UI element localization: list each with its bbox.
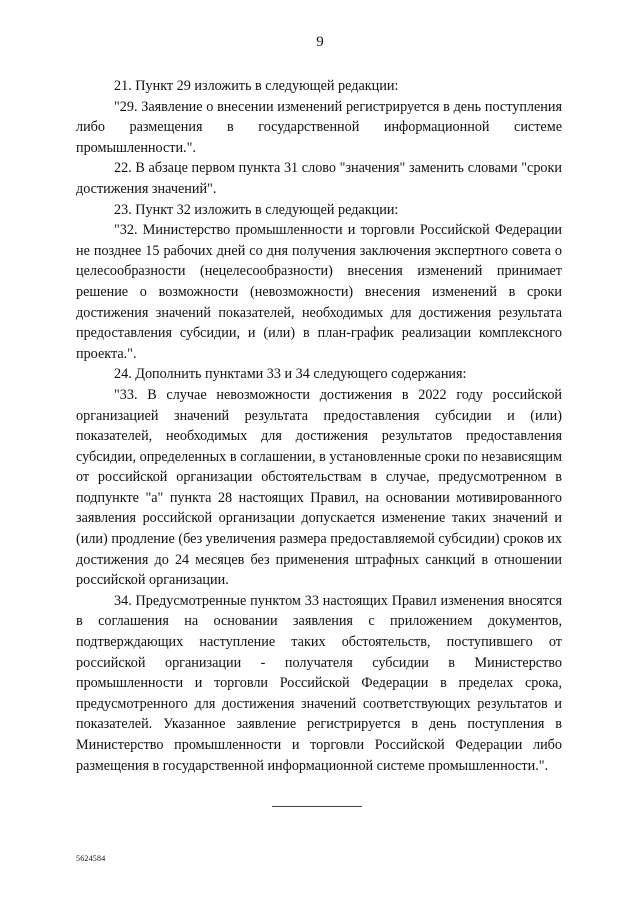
paragraph-clause-34: 34. Предусмотренные пунктом 33 настоящих Правил изменения вносятся в соглашения на основании заявления с приложением документов, подтверждающих наступление таких обстоятельств, поступившего от российской организации - получателя субсидии в Министерство промышленности и торговли Российской Федерации в пределах срока, предусмотренного для достижения значений соответствующих результатов и показателей. Указанное заявление регистрируется в день поступления в Министерство промышленности и торговли Российской Федерации либо размещения в государственной информационной системе промышленности.".: [76, 592, 562, 774]
document-code: 5624584: [76, 854, 106, 863]
end-separator-line: [272, 806, 362, 807]
paragraph-clause-29: "29. Заявление о внесении изменений регистрируется в день поступления либо размещения в государственной информационной системе промышленности.".: [76, 98, 562, 156]
document-body: [76, 76, 562, 776]
paragraph-item-23: 23. Пункт 32 изложить в следующей редакции:: [114, 201, 399, 218]
paragraph-item-21: 21. Пункт 29 изложить в следующей редакции:: [114, 78, 399, 94]
paragraph-item-22: 22. В абзаце первом пункта 31 слово "значения" заменить словами "сроки достижения значений".: [76, 160, 562, 197]
paragraph-clause-32: "32. Министерство промышленности и торговли Российской Федерации не позднее 15 рабочих дней со дня получения заключения экспертного совета о целесообразности (нецелесообразности) внесения изменений принимает решение о возможности (невозможности) внесения изменений в сроки достижения значений показателей, необходимых для достижения результата предоставления субсидии, и (или) в план-график реализации комплексного проекта.".: [76, 222, 562, 362]
paragraph-item-24: 24. Дополнить пунктами 33 и 34 следующего содержания:: [114, 366, 467, 383]
paragraph-clause-33: "33. В случае невозможности достижения в 2022 году российской организацией значений результата предоставления субсидии и (или) показателей, необходимых для достижения результатов предоставления субсидии, определенных в соглашении, в установленные сроки по независящим от российской организации обстоятельствам в случае, предусмотренном в подпункте "а" пункта 28 настоящих Правил, на основании мотивированного заявления российской организации допускается изменение таких значений и (или) продление (без увеличения размера предоставляемой субсидии) сроков их достижения до 24 месяцев без применения штрафных санкций в отношении российской организации.: [76, 386, 562, 589]
page-number: 9: [316, 34, 324, 50]
